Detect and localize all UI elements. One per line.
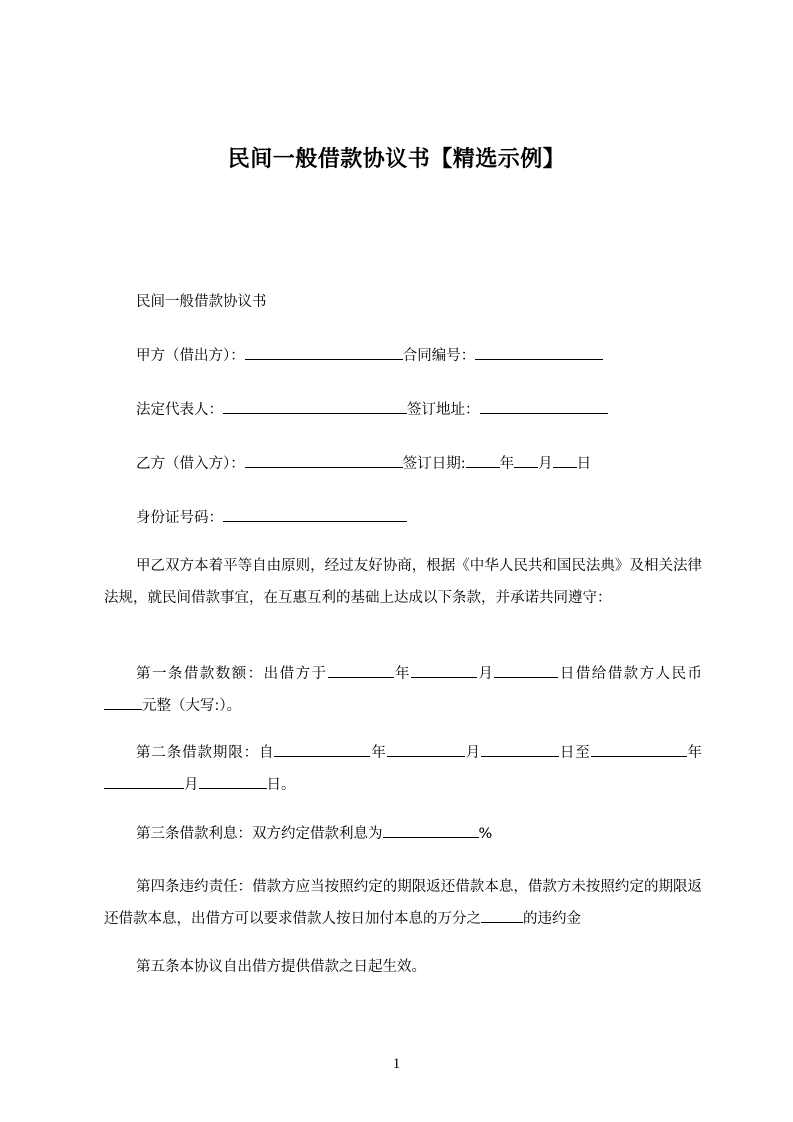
- year-char: 年: [370, 745, 387, 761]
- sign-day-blank[interactable]: [553, 453, 577, 468]
- article-1-prefix: 第一条借款数额：出借方于: [136, 666, 328, 682]
- article-1-day-blank[interactable]: [494, 663, 558, 678]
- party-a-label: 甲方（借出方）：: [136, 348, 245, 364]
- article-4-rate-blank[interactable]: [481, 908, 523, 923]
- sign-year-blank[interactable]: [466, 453, 500, 468]
- article-2: [104, 737, 702, 801]
- article-3-suffix: %: [478, 826, 493, 842]
- sign-address-label: 签订地址：: [407, 402, 480, 418]
- legal-rep-blank[interactable]: [223, 399, 407, 414]
- article-2-start-day-blank[interactable]: [481, 742, 559, 757]
- legal-rep-label: 法定代表人：: [136, 402, 223, 418]
- month-char: 月: [538, 456, 553, 472]
- sign-date-label: 签订日期:: [402, 456, 466, 472]
- month-char: 月: [464, 745, 481, 761]
- year-char: 年: [393, 666, 411, 682]
- day-char: 日: [576, 456, 592, 472]
- article-1-month-blank[interactable]: [411, 663, 477, 678]
- page-number: 1: [392, 1056, 401, 1072]
- party-b-label: 乙方（借入方）：: [136, 456, 245, 472]
- article-1-amount-blank[interactable]: [104, 695, 142, 710]
- id-number-label: 身份证号码：: [136, 510, 223, 526]
- contract-no-label: 合同编号：: [402, 348, 476, 364]
- sign-address-blank[interactable]: [480, 399, 608, 414]
- article-2-end-year-blank[interactable]: [591, 742, 687, 757]
- year-char: 年: [499, 456, 515, 472]
- party-b-blank[interactable]: [245, 453, 403, 468]
- year-char: 年: [686, 745, 703, 761]
- article-1-year-blank[interactable]: [328, 663, 394, 678]
- id-number-row: [136, 507, 407, 528]
- legal-rep-row: [136, 399, 608, 420]
- document-title: 民间一般借款协议书【精选示例】: [227, 147, 566, 172]
- article-3-prefix: 第三条借款利息：双方约定借款利息为: [136, 826, 383, 842]
- article-1-suffix: 元整（大写:）。: [142, 698, 242, 714]
- month-char: 月: [476, 666, 495, 682]
- party-b-row: [136, 453, 591, 474]
- article-2-to: 日至: [558, 745, 591, 761]
- article-4-text: 第四条违约责任：借款方应当按照约定的期限返还借款本息，借款方未按照约定的期限返还借款本息，出借方可以要求借款人按日加付本息的万分之: [104, 879, 702, 927]
- article-2-end-month-blank[interactable]: [104, 774, 184, 789]
- article-3: [136, 823, 492, 844]
- party-a-row: [136, 345, 603, 366]
- article-2-prefix: 第二条借款期限：自: [136, 745, 275, 761]
- contract-no-blank[interactable]: [475, 345, 603, 360]
- party-a-blank[interactable]: [245, 345, 403, 360]
- month-char: 月: [184, 777, 199, 793]
- article-3-rate-blank[interactable]: [383, 823, 479, 838]
- sign-month-blank[interactable]: [514, 453, 538, 468]
- article-1-middle: 日借给借款方人民币: [558, 666, 703, 682]
- article-1: [104, 658, 702, 722]
- subtitle: 民间一般借款协议书: [136, 294, 267, 310]
- article-4-suffix: 的违约金: [523, 911, 581, 927]
- article-2-start-month-blank[interactable]: [387, 742, 465, 757]
- article-2-start-year-blank[interactable]: [274, 742, 370, 757]
- article-5: 第五条本协议自出借方提供借款之日起生效。: [136, 959, 426, 975]
- article-4: [104, 871, 702, 935]
- article-2-end: 日。: [266, 777, 296, 793]
- id-number-blank[interactable]: [223, 507, 407, 522]
- article-2-end-day-blank[interactable]: [199, 774, 267, 789]
- preamble-paragraph: 甲乙双方本着平等自由原则，经过友好协商，根据《中华人民共和国民法典》及相关法律法规，就民间借款事宜，在互惠互利的基础上达成以下条款，并承诺共同遵守：: [104, 558, 702, 606]
